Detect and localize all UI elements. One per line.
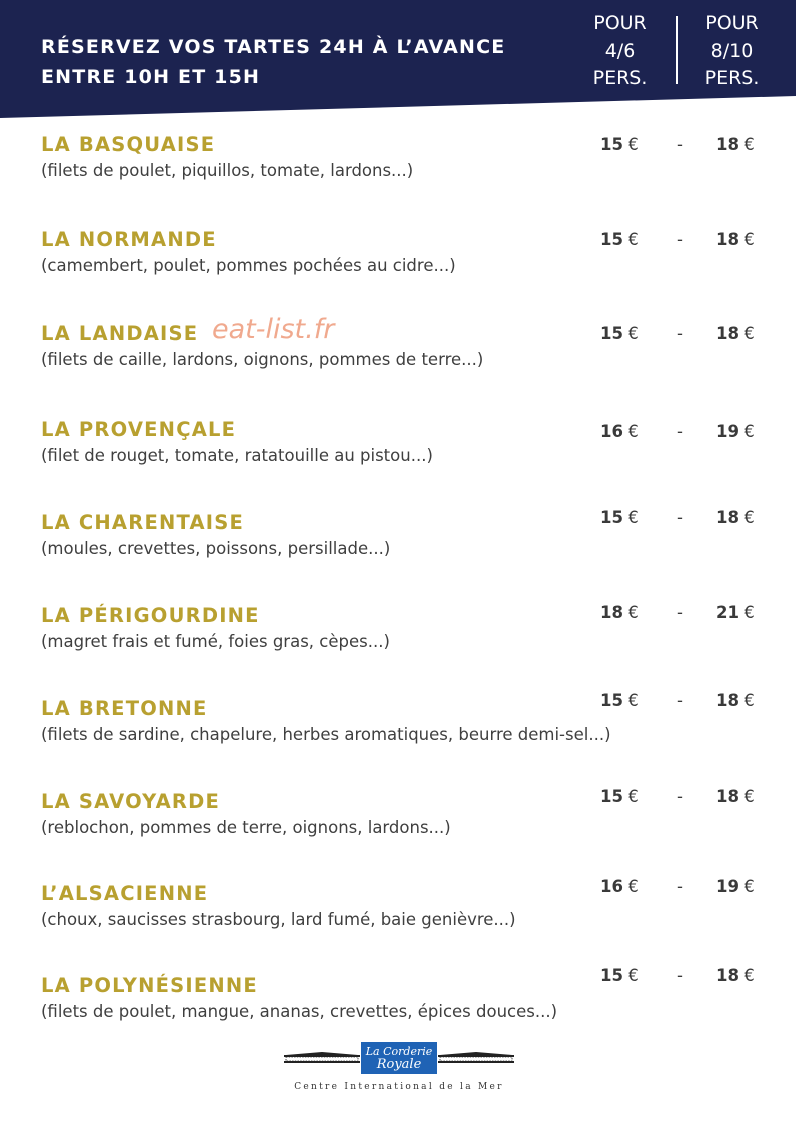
logo-tagline: Centre International de la Mer bbox=[294, 1082, 504, 1092]
column-divider bbox=[676, 16, 678, 84]
price-4-6: 16 € bbox=[600, 422, 639, 441]
price-4-6: 15 € bbox=[600, 966, 639, 985]
building-left-icon bbox=[284, 1052, 360, 1064]
menu-item bbox=[0, 691, 796, 756]
item-name: LA POLYNÉSIENNE bbox=[41, 974, 258, 997]
item-description: (filets de poulet, piquillos, tomate, lardons...) bbox=[41, 161, 414, 180]
header-title-line2: ENTRE 10H ET 15H bbox=[41, 66, 261, 88]
logo-line2: Royale bbox=[376, 1057, 422, 1072]
price-4-6: 16 € bbox=[600, 877, 639, 896]
price-separator: - bbox=[677, 877, 683, 896]
column-header-line: PERS. bbox=[592, 67, 648, 89]
column-header-8-10 bbox=[692, 10, 772, 93]
price-4-6: 15 € bbox=[600, 691, 639, 710]
menu-item bbox=[0, 510, 796, 570]
price-separator: - bbox=[677, 135, 683, 154]
item-description: (magret frais et fumé, foies gras, cèpes...) bbox=[41, 632, 390, 651]
price-separator: - bbox=[677, 230, 683, 249]
item-name: LA PROVENÇALE bbox=[41, 418, 237, 441]
item-description: (choux, saucisses strasbourg, lard fumé, baie genièvre...) bbox=[41, 910, 516, 929]
item-description: (reblochon, pommes de terre, oignons, lardons...) bbox=[41, 818, 451, 837]
header-title-line1: RÉSERVEZ VOS TARTES 24H À L’AVANCE bbox=[41, 36, 506, 58]
item-name: LA BRETONNE bbox=[41, 697, 208, 720]
item-description: (moules, crevettes, poissons, persillade...) bbox=[41, 539, 391, 558]
item-name: LA NORMANDE bbox=[41, 228, 217, 251]
price-8-10: 21 € bbox=[716, 603, 755, 622]
price-4-6: 18 € bbox=[600, 603, 639, 622]
item-name: LA PÉRIGOURDINE bbox=[41, 604, 260, 627]
price-4-6: 15 € bbox=[600, 230, 639, 249]
price-4-6: 15 € bbox=[600, 787, 639, 806]
price-8-10: 18 € bbox=[716, 508, 755, 527]
column-header-line: PERS. bbox=[704, 67, 760, 89]
price-8-10: 18 € bbox=[716, 135, 755, 154]
header-title bbox=[41, 32, 505, 92]
item-name: LA LANDAISE bbox=[41, 322, 199, 345]
column-header-line: POUR bbox=[593, 12, 647, 34]
price-separator: - bbox=[677, 422, 683, 441]
menu-item bbox=[0, 417, 796, 477]
price-8-10: 18 € bbox=[716, 966, 755, 985]
menu-item bbox=[0, 227, 796, 287]
price-8-10: 18 € bbox=[716, 324, 755, 343]
menu-item bbox=[0, 966, 796, 1033]
logo-badge bbox=[361, 1042, 437, 1074]
price-8-10: 19 € bbox=[716, 422, 755, 441]
logo-line1: La Corderie bbox=[365, 1045, 433, 1058]
price-separator: - bbox=[677, 324, 683, 343]
price-separator: - bbox=[677, 787, 683, 806]
menu-item bbox=[0, 789, 796, 849]
price-4-6: 15 € bbox=[600, 324, 639, 343]
price-4-6: 15 € bbox=[600, 135, 639, 154]
item-description: (camembert, poulet, pommes pochées au cidre...) bbox=[41, 256, 456, 275]
corderie-royale-logo bbox=[282, 1042, 516, 1098]
price-separator: - bbox=[677, 603, 683, 622]
price-separator: - bbox=[677, 508, 683, 527]
column-header-line: 8/10 bbox=[710, 39, 754, 62]
column-header-4-6 bbox=[580, 10, 660, 93]
menu-item bbox=[0, 603, 796, 663]
item-description: (filets de sardine, chapelure, herbes aromatiques, beurre demi-sel...) bbox=[41, 725, 611, 744]
price-8-10: 19 € bbox=[716, 877, 755, 896]
price-separator: - bbox=[677, 966, 683, 985]
column-header-line: POUR bbox=[705, 12, 759, 34]
menu-item bbox=[0, 877, 796, 941]
menu-item bbox=[0, 321, 796, 381]
item-name: LA SAVOYARDE bbox=[41, 790, 221, 813]
item-name: LA BASQUAISE bbox=[41, 133, 216, 156]
price-8-10: 18 € bbox=[716, 691, 755, 710]
price-8-10: 18 € bbox=[716, 230, 755, 249]
menu-item bbox=[0, 132, 796, 192]
price-4-6: 15 € bbox=[600, 508, 639, 527]
price-8-10: 18 € bbox=[716, 787, 755, 806]
building-right-icon bbox=[438, 1052, 514, 1064]
item-description: (filets de caille, lardons, oignons, pommes de terre...) bbox=[41, 350, 484, 369]
column-header-line: 4/6 bbox=[604, 39, 636, 62]
item-name: L’ALSACIENNE bbox=[41, 882, 209, 905]
item-description: (filet de rouget, tomate, ratatouille au pistou...) bbox=[41, 446, 433, 465]
item-description: (filets de poulet, mangue, ananas, crevettes, épices douces...) bbox=[41, 1002, 558, 1021]
item-name: LA CHARENTAISE bbox=[41, 511, 244, 534]
price-separator: - bbox=[677, 691, 683, 710]
watermark-text: eat-list.fr bbox=[212, 314, 335, 345]
